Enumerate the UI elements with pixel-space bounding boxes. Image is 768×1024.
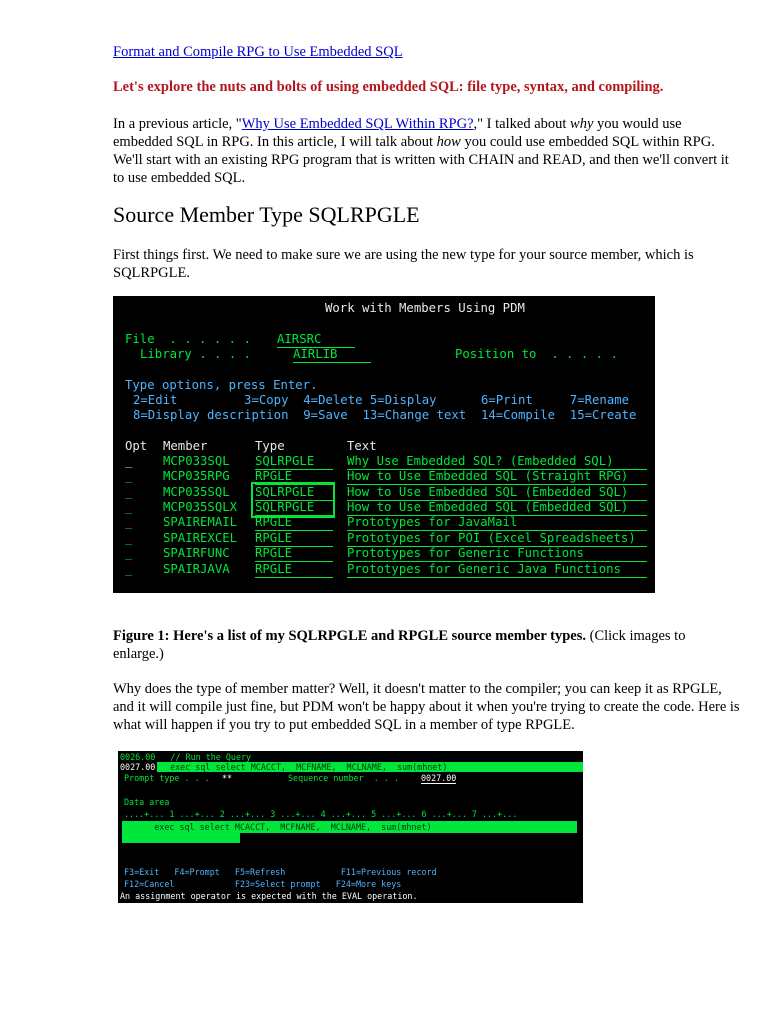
member-type-paragraph: Why does the type of member matter? Well, it doesn't matter to the compiler; you can keep it as RPGLE, and it will compile just fine, but PDM won't be happy about it when you're trying to create the code. Here is what will happen if you try to put embedded SQL in a member of type RPGLE. (113, 681, 740, 733)
options-line-1: 2=Edit 3=Copy 4=Delete 5=Display 6=Print 7=Rename (133, 393, 630, 407)
previous-article-link[interactable]: Why Use Embedded SQL Within RPG? (241, 116, 474, 132)
pdm-screenshot[interactable] (113, 296, 655, 593)
data-area-label: Data area (124, 797, 170, 807)
row-type: SQLRPGLE (255, 454, 333, 470)
row-member: MCP035SQL (163, 485, 230, 499)
column-type: Type (255, 439, 285, 453)
column-ruler: ....+... 1 ...+... 2 ...+... 3 ...+... 4 ...+... 5 ...+... 6 ...+... 7 ...+... (124, 809, 518, 819)
data-line-bar-tail (122, 833, 240, 843)
row-opt[interactable]: _ (125, 500, 133, 514)
row-member: MCP033SQL (163, 454, 230, 468)
row-text: Prototypes for JavaMail (347, 515, 647, 531)
current-line-code: exec sql select MCACCT, MCFNAME, MCLNAME, sum(mhnet) (160, 762, 448, 772)
row-type: RPGLE (255, 531, 333, 547)
caption-rest: (Click images to enlarge.) (113, 628, 686, 662)
function-keys-2: F12=Cancel F23=Select prompt F24=More keys (124, 879, 402, 889)
intro-paragraph (113, 115, 743, 187)
sequence-value[interactable]: 0027.00 (421, 773, 457, 783)
file-value: AIRSRC (277, 332, 355, 348)
function-keys-1: F3=Exit F4=Prompt F5=Refresh F11=Previous record (124, 867, 437, 877)
row-member: SPAIRJAVA (163, 562, 230, 576)
screen-title: Work with Members Using PDM (325, 301, 525, 315)
row-text: Prototypes for Generic Functions (347, 546, 647, 562)
options-line-2: 8=Display description 9=Save 13=Change text 14=Compile 15=Create (133, 408, 637, 422)
row-text: Why Use Embedded SQL? (Embedded SQL) (347, 454, 647, 470)
highlight-box (251, 482, 335, 518)
current-line-seq: 0027.00 (120, 762, 156, 772)
row-text: How to Use Embedded SQL (Embedded SQL) (347, 500, 647, 516)
row-opt[interactable]: _ (125, 562, 133, 576)
figure-caption (113, 627, 713, 663)
row-text: Prototypes for POI (Excel Spreadsheets) (347, 531, 647, 547)
row-type: SQLRPGLE (255, 485, 333, 501)
caption-bold: Figure 1: Here's a list of my SQLRPGLE and RPGLE source member types. (113, 628, 586, 644)
code-line-26: 0026.00 // Run the Query (120, 752, 252, 762)
row-type: RPGLE (255, 515, 333, 531)
file-label: File . . . . . . (125, 332, 251, 346)
library-label: Library . . . . (140, 347, 252, 361)
row-opt[interactable]: _ (125, 515, 133, 529)
row-type: RPGLE (255, 546, 333, 562)
emphasis-how: how (436, 134, 461, 150)
row-opt[interactable]: _ (125, 469, 133, 483)
column-opt: Opt (125, 439, 148, 453)
row-member: SPAIRFUNC (163, 546, 230, 560)
section-heading: Source Member Type SQLRPGLE (113, 202, 420, 227)
row-opt[interactable]: _ (125, 546, 133, 560)
row-opt[interactable]: _ (125, 531, 133, 545)
type-options-label: Type options, press Enter. (125, 378, 318, 392)
row-member: MCP035RPG (163, 469, 230, 483)
emphasis-why: why (570, 116, 594, 132)
prompt-type-value: ** (222, 773, 233, 783)
row-type: SQLRPGLE (255, 500, 333, 516)
row-member: SPAIREMAIL (163, 515, 238, 529)
source-type-paragraph: First things first. We need to make sure we are using the new type for your source member, which is SQLRPGLE. (113, 247, 694, 281)
library-value: AIRLIB (293, 347, 371, 363)
column-text: Text (347, 439, 377, 453)
intro-text-d: you could use embedded SQL within RPG. We'll start with an existing RPG program that is written with CHAIN and READ, and then we'll convert it to use embedded SQL. (113, 134, 729, 186)
row-member: SPAIREXCEL (163, 531, 238, 545)
row-member: MCP035SQLX (163, 500, 238, 514)
intro-text-b: ," I talked about (473, 116, 571, 132)
row-opt[interactable]: _ (125, 485, 133, 499)
row-text: How to Use Embedded SQL (Embedded SQL) (347, 485, 647, 501)
row-text: How to Use Embedded SQL (Straight RPG) (347, 469, 647, 485)
sequence-label: Sequence number . . . (288, 773, 399, 783)
prompt-type-label: Prompt type . . . (124, 773, 210, 783)
row-opt[interactable]: _ (125, 454, 133, 468)
article-title-link[interactable]: Format and Compile RPG to Use Embedded SQL (113, 44, 403, 60)
seu-screenshot[interactable] (118, 751, 583, 903)
column-member: Member (163, 439, 208, 453)
row-type: RPGLE (255, 469, 333, 485)
position-label: Position to . . . . . (455, 347, 618, 361)
row-type: RPGLE (255, 562, 333, 578)
intro-text-c: you would use embedded SQL in RPG. In this article, I will talk about (113, 116, 682, 150)
intro-text-a: In a previous article, " (113, 116, 242, 132)
error-message: An assignment operator is expected with the EVAL operation. (120, 891, 418, 901)
data-area-input[interactable]: exec sql select MCACCT, MCFNAME, MCLNAME, sum(mhnet) (124, 822, 432, 832)
row-text: Prototypes for Generic Java Functions (347, 562, 647, 578)
intro-heading: Let's explore the nuts and bolts of using embedded SQL: file type, syntax, and compiling. (113, 79, 664, 95)
